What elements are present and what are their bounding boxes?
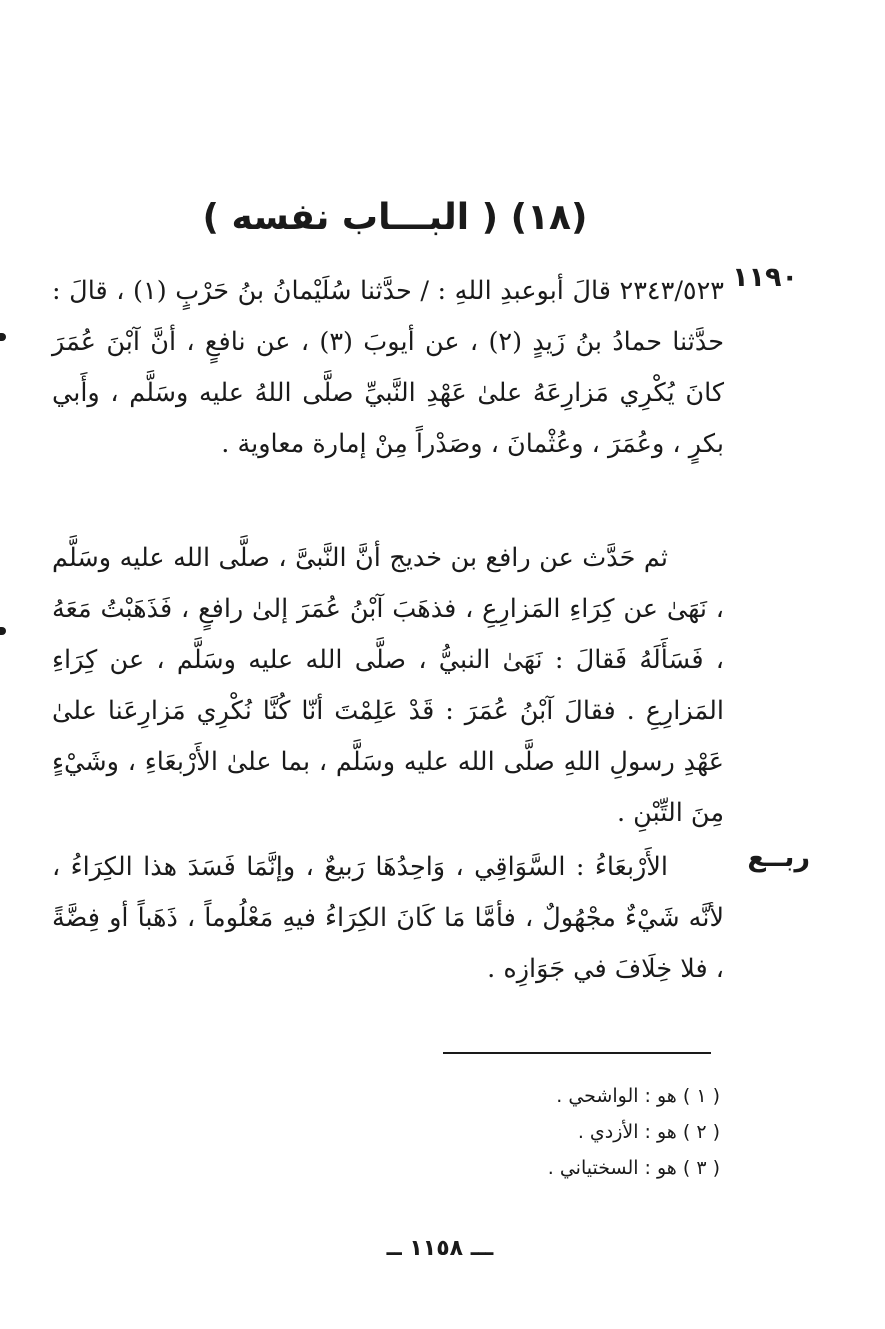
chapter-title: (١٨) ( البـــاب نفسه ) bbox=[202, 197, 588, 238]
footnote-2: ( ٢ ) هو : الأزدي . bbox=[577, 1121, 720, 1143]
gloss-paragraph bbox=[52, 842, 724, 995]
footnote-1: ( ١ ) هو : الواشحي . bbox=[556, 1085, 720, 1107]
hadith-margin-number: ١١٩٠ bbox=[732, 262, 798, 293]
hadith-paragraph-1: ٢٣٤٣/٥٢٣ قالَ أبوعبدِ اللهِ : / حدَّثنا سُلَيْمانُ بنُ حَرْبٍ (١) ، قالَ : حدَّثنا حمادُ بنُ زَيدٍ (٢) ، عن أيوبَ (٣) ، عن نافعٍ ، أنَّ آبْنَ عُمَرَ كانَ يُكْرِي مَزارِعَهُ علىٰ عَهْدِ النَّبيِّ صلَّى اللهُ عليه وسَلَّم ، وأَبي بكرٍ ، وعُمَرَ ، وعُثْمانَ ، وصَدْراً مِنْ إمارة معاوية . bbox=[52, 276, 724, 459]
footnote-3: ( ٣ ) هو : السختياني . bbox=[547, 1157, 720, 1179]
hadith-paragraph-2-text: ثم حَدَّث عن رافع بن خديج أنَّ النَّبىَّ ، صلَّى الله عليه وسَلَّم ، نَهَىٰ عن كِرَاءِ المَزارِعِ ، فذهَبَ آبْنُ عُمَرَ إلىٰ رافعٍ ، فَذَهَبْتُ مَعَهُ ، فَسَأَلَهُ فَقالَ : نَهَىٰ النبيُّ ، صلَّى الله عليه وسَلَّم ، عن كِرَاءِ المَزارِعِ . فقالَ آبْنُ عُمَرَ : قَدْ عَلِمْتَ أنّا كُنَّا نُكْرِي مَزارِعَنا علىٰ عَهْدِ رسولِ اللهِ صلَّى الله عليه وسَلَّم ، بما علىٰ الأَرْبعَاءِ ، وشَيْءٍ مِنَ التِّبْنِ . bbox=[52, 543, 724, 828]
footnotes bbox=[360, 1078, 720, 1186]
gloss-paragraph-text: الأَرْبعَاءُ : السَّوَاقِي ، وَاحِدُهَا رَبيعٌ ، وإنَّمَا فَسَدَ هذا الكِرَاءُ ، لأنَّه شَيْءٌ مجْهُولٌ ، فأمَّا مَا كَانَ الكِرَاءُ فيهِ مَعْلُوماً ، ذَهَباً أو فِضَّةً ، فلا خِلَافَ في جَوَازِه . bbox=[52, 852, 724, 984]
hadith-paragraph-2 bbox=[52, 533, 724, 839]
binding-edge-mark bbox=[0, 627, 6, 635]
binding-edge-mark bbox=[0, 333, 6, 341]
gloss-margin-word: ربــع bbox=[747, 842, 810, 873]
page-number: ـــ ١١٥٨ ــ bbox=[386, 1236, 494, 1261]
footnote-divider bbox=[443, 1052, 711, 1054]
